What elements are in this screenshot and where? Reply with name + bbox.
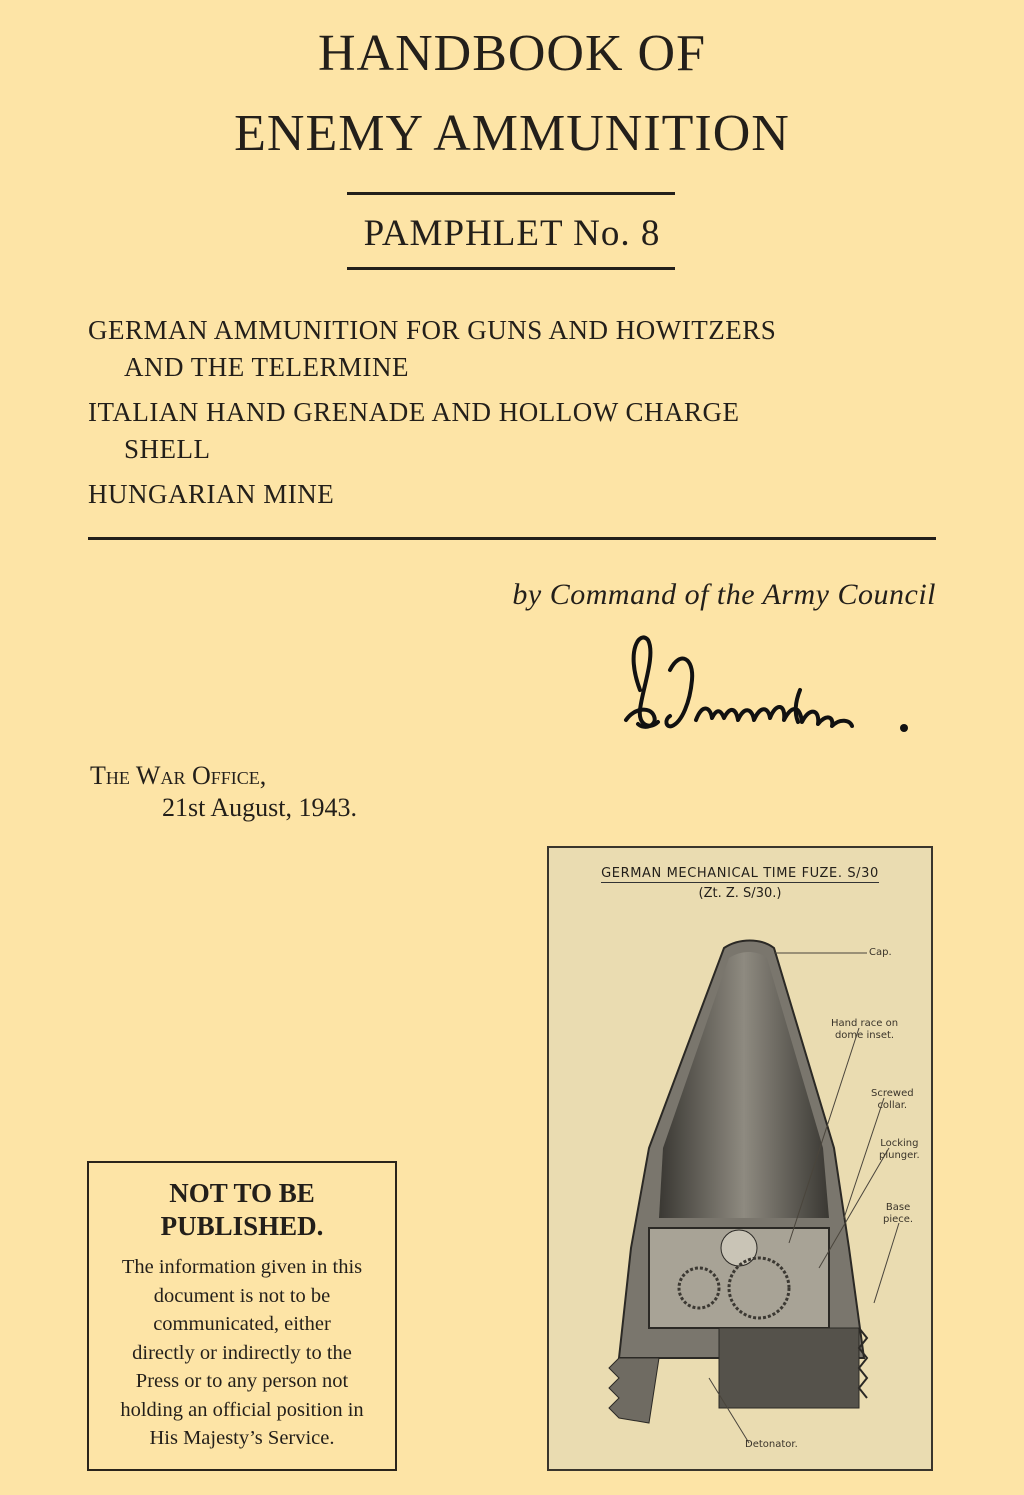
notice-body-line: holding an official position in [120, 1398, 364, 1421]
contents-entry-line: SHELL [124, 434, 211, 464]
label-line: collar. [877, 1100, 908, 1111]
notice-body-line: directly or indirectly to the [132, 1341, 352, 1364]
label-line: Base [885, 1202, 911, 1213]
issue-date: 21st August, 1943. [162, 793, 358, 822]
divider-rule [347, 267, 675, 270]
notice-body-line: document is not to be [153, 1284, 331, 1307]
title-line-1: HANDBOOK OF [317, 25, 707, 82]
label-line: plunger. [879, 1150, 920, 1161]
notice-body-line: Press or to any person not [135, 1370, 349, 1392]
contents-entry [88, 476, 948, 513]
notice-body-line: His Majesty’s Service. [149, 1427, 335, 1449]
signature-image [620, 630, 920, 750]
label-screwed-collar [871, 1088, 914, 1112]
divider-rule [347, 192, 675, 195]
contents-entry-line: AND THE TELERMINE [124, 352, 409, 382]
label-line: Screwed [871, 1088, 914, 1099]
figure-subtitle: (Zt. Z. S/30.) [698, 886, 782, 901]
label-line: piece. [883, 1214, 914, 1225]
notice-body-line: The information given in this [121, 1256, 363, 1278]
label-hand-race [831, 1018, 898, 1042]
label-base-piece [883, 1202, 913, 1226]
notice-heading-line: PUBLISHED. [160, 1211, 324, 1241]
issuer-block [90, 760, 357, 824]
contents-entry-line: HUNGARIAN MINE [88, 479, 335, 509]
label-locking-plunger [879, 1138, 920, 1162]
contents-entry-line: GERMAN AMMUNITION FOR GUNS AND HOWITZERS [88, 315, 777, 345]
notice-heading-line: NOT TO BE [169, 1178, 315, 1208]
fuze-illustration [547, 846, 933, 1471]
figure-title-text: GERMAN MECHANICAL TIME FUZE. S/30 [601, 866, 879, 881]
not-to-be-published-notice [87, 1161, 397, 1471]
divider-rule [88, 537, 936, 540]
label-cap: Cap. [869, 947, 892, 958]
contents-entry [88, 312, 948, 386]
fuze-cutaway-drawing [549, 848, 931, 1469]
label-detonator: Detonator. [745, 1439, 798, 1450]
label-line: Locking [880, 1138, 919, 1149]
title-line-2: ENEMY AMMUNITION [234, 105, 790, 162]
contents-entry [88, 394, 948, 468]
label-line: Hand race on [831, 1018, 899, 1029]
contents-entry-line: ITALIAN HAND GRENADE AND HOLLOW CHARGE [88, 397, 740, 427]
contents-list [88, 312, 948, 521]
pamphlet-number: PAMPHLET No. 8 [363, 213, 661, 254]
notice-body [89, 1253, 395, 1453]
authority-line: by Command of the Army Council [512, 578, 936, 611]
issuer: The War Office, [90, 761, 267, 790]
notice-heading [89, 1177, 395, 1243]
label-line: dome inset. [834, 1030, 895, 1041]
notice-body-line: communicated, either [153, 1313, 331, 1335]
